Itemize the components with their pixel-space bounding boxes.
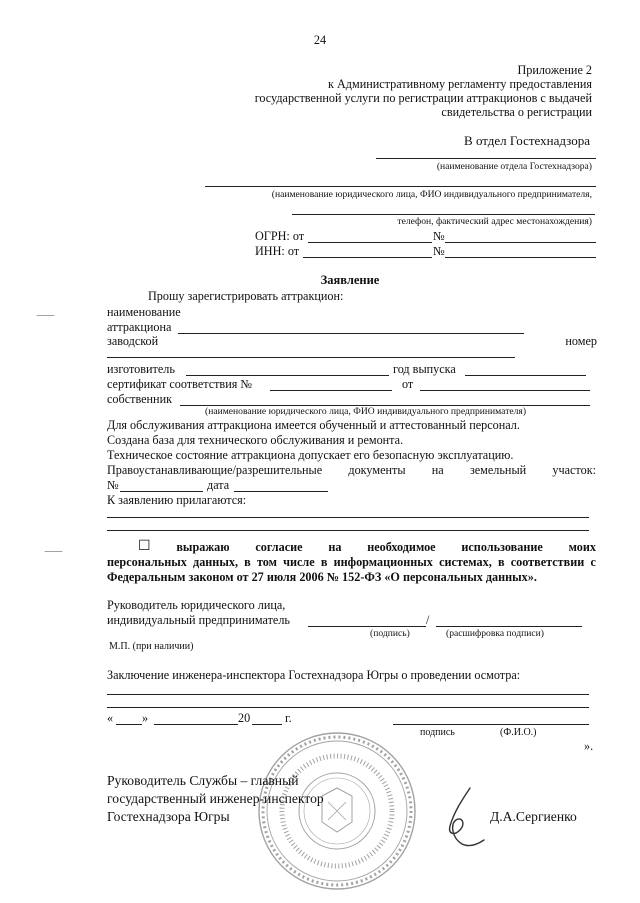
blank-line <box>107 357 515 358</box>
name-label: наименование <box>107 305 181 319</box>
name-label-cont: аттракциона <box>107 320 172 334</box>
addressee-department: В отдел Гостехнадзора <box>464 133 590 148</box>
blank-line <box>303 257 432 258</box>
blank-line <box>120 491 203 492</box>
consent-line-3: Федеральным законом от 27 июля 2006 № 152-ФЗ «О персональных данных». <box>107 570 537 584</box>
field-hint: (наименование отдела Гостехнадзора) <box>436 161 592 172</box>
quote-close: » <box>142 711 149 725</box>
word: земельный <box>469 463 527 477</box>
signature-line <box>308 626 426 627</box>
word: моих <box>568 540 596 554</box>
margin-mark: — <box>36 309 55 321</box>
signature-decode-line <box>436 626 582 627</box>
conclusion-label: Заключение инженера-инспектора Гостехнадзора Югры о проведении осмотра: <box>107 668 521 682</box>
word: согласие <box>255 540 303 554</box>
word: Правоустанавливающие/разрешительные <box>107 463 323 477</box>
footer-position-cont: Гостехнадзора Югры <box>107 809 230 824</box>
word: том <box>256 555 277 569</box>
blank-line <box>445 242 596 243</box>
number-sign: № <box>107 478 119 492</box>
field-hint: подпись <box>420 727 455 738</box>
appendix-line: государственной услуги по регистрации аттракционов с выдачей <box>254 91 592 105</box>
year-prefix: 20 <box>238 711 251 725</box>
blank-line <box>178 333 524 334</box>
blank-line <box>107 707 589 708</box>
appendix-title: Приложение 2 <box>517 63 592 77</box>
stamp-note: М.П. (при наличии) <box>109 641 194 652</box>
blank-line <box>107 694 589 695</box>
field-hint: телефон, фактический адрес местонахождения) <box>397 216 592 227</box>
appendix-line: к Административному регламенту предоставления <box>328 77 592 91</box>
blank-line <box>420 390 590 391</box>
manufacturer-label: изготовитель <box>107 362 175 376</box>
word: документы <box>348 463 406 477</box>
blank-line <box>116 724 142 725</box>
margin-mark: — <box>44 545 63 557</box>
word: с <box>590 555 596 569</box>
number-sign: № <box>433 244 445 258</box>
from-label: от <box>402 377 414 391</box>
word: числе <box>283 555 315 569</box>
word: выражаю <box>176 540 230 554</box>
document-title: Заявление <box>320 273 380 287</box>
word: информационных <box>333 555 433 569</box>
blank-line <box>186 375 389 376</box>
field-hint: (Ф.И.О.) <box>500 727 537 738</box>
field-hint: (наименование юридического лица, ФИО индивидуального предпринимателя) <box>205 406 527 417</box>
serial-label: заводской <box>107 334 159 348</box>
blank-line <box>393 724 589 725</box>
field-hint: (расшифровка подписи) <box>446 628 544 639</box>
signer-title: Руководитель юридического лица, <box>107 598 286 612</box>
word: использование <box>461 540 543 554</box>
word: на <box>328 540 342 554</box>
blank-line <box>252 724 282 725</box>
page-number: 24 <box>313 33 327 47</box>
number-sign: № <box>433 229 445 243</box>
footer-position: Руководитель Службы – главный <box>107 773 299 788</box>
word: системах, <box>439 555 492 569</box>
paragraph: Создана база для технического обслуживания и ремонта. <box>107 433 404 447</box>
slash: / <box>426 613 430 627</box>
blank-line <box>270 390 392 391</box>
blank-line <box>465 375 586 376</box>
word: в <box>320 555 328 569</box>
consent-checkbox[interactable]: ☐ <box>138 539 151 554</box>
owner-label: собственник <box>107 392 173 406</box>
date-label: дата <box>207 478 230 492</box>
blank-line <box>154 724 238 725</box>
intro-text: Прошу зарегистрировать аттракцион: <box>148 289 344 303</box>
field-hint: (наименование юридического лица, ФИО индивидуального предпринимателя, <box>271 189 592 200</box>
field-hint: (подпись) <box>370 628 410 639</box>
attachments-label: К заявлению прилагаются: <box>107 493 247 507</box>
word: на <box>431 463 444 477</box>
blank-line <box>205 186 596 187</box>
signer-title-cont: индивидуальный предприниматель <box>107 613 290 627</box>
signer-name: Д.А.Сергиенко <box>490 809 577 824</box>
blank-line <box>308 242 432 243</box>
handwritten-signature <box>440 786 490 856</box>
year-suffix: г. <box>285 711 292 725</box>
blank-line <box>376 158 596 159</box>
appendix-line: свидетельства о регистрации <box>441 105 592 119</box>
consent-line-1 <box>138 540 596 554</box>
closing-mark: ». <box>584 739 594 753</box>
inn-label: ИНН: от <box>255 244 300 258</box>
word: участок: <box>552 463 596 477</box>
quote-open: « <box>107 711 114 725</box>
word: в <box>497 555 505 569</box>
consent-line-2 <box>107 555 596 569</box>
blank-line <box>234 491 328 492</box>
paragraph: Для обслуживания аттракциона имеется обученный и аттестованный персонал. <box>107 418 520 432</box>
blank-line <box>107 517 589 518</box>
ogrn-label: ОГРН: от <box>255 229 305 243</box>
word: данных, <box>193 555 238 569</box>
certificate-label: сертификат соответствия № <box>107 377 252 391</box>
year-label: год выпуска <box>393 362 456 376</box>
blank-line <box>107 530 589 531</box>
blank-line <box>445 257 596 258</box>
word: соответствии <box>510 555 585 569</box>
word: необходимое <box>367 540 436 554</box>
word: персональных <box>107 555 187 569</box>
land-docs-line <box>107 463 596 477</box>
blank-line <box>292 214 595 215</box>
footer-position-cont: государственный инженер-инспектор <box>107 791 324 806</box>
paragraph: Техническое состояние аттракциона допускает его безопасную эксплуатацию. <box>107 448 514 462</box>
word: в <box>244 555 251 569</box>
serial-number-label: номер <box>565 334 597 348</box>
official-seal-stamp <box>256 730 418 892</box>
